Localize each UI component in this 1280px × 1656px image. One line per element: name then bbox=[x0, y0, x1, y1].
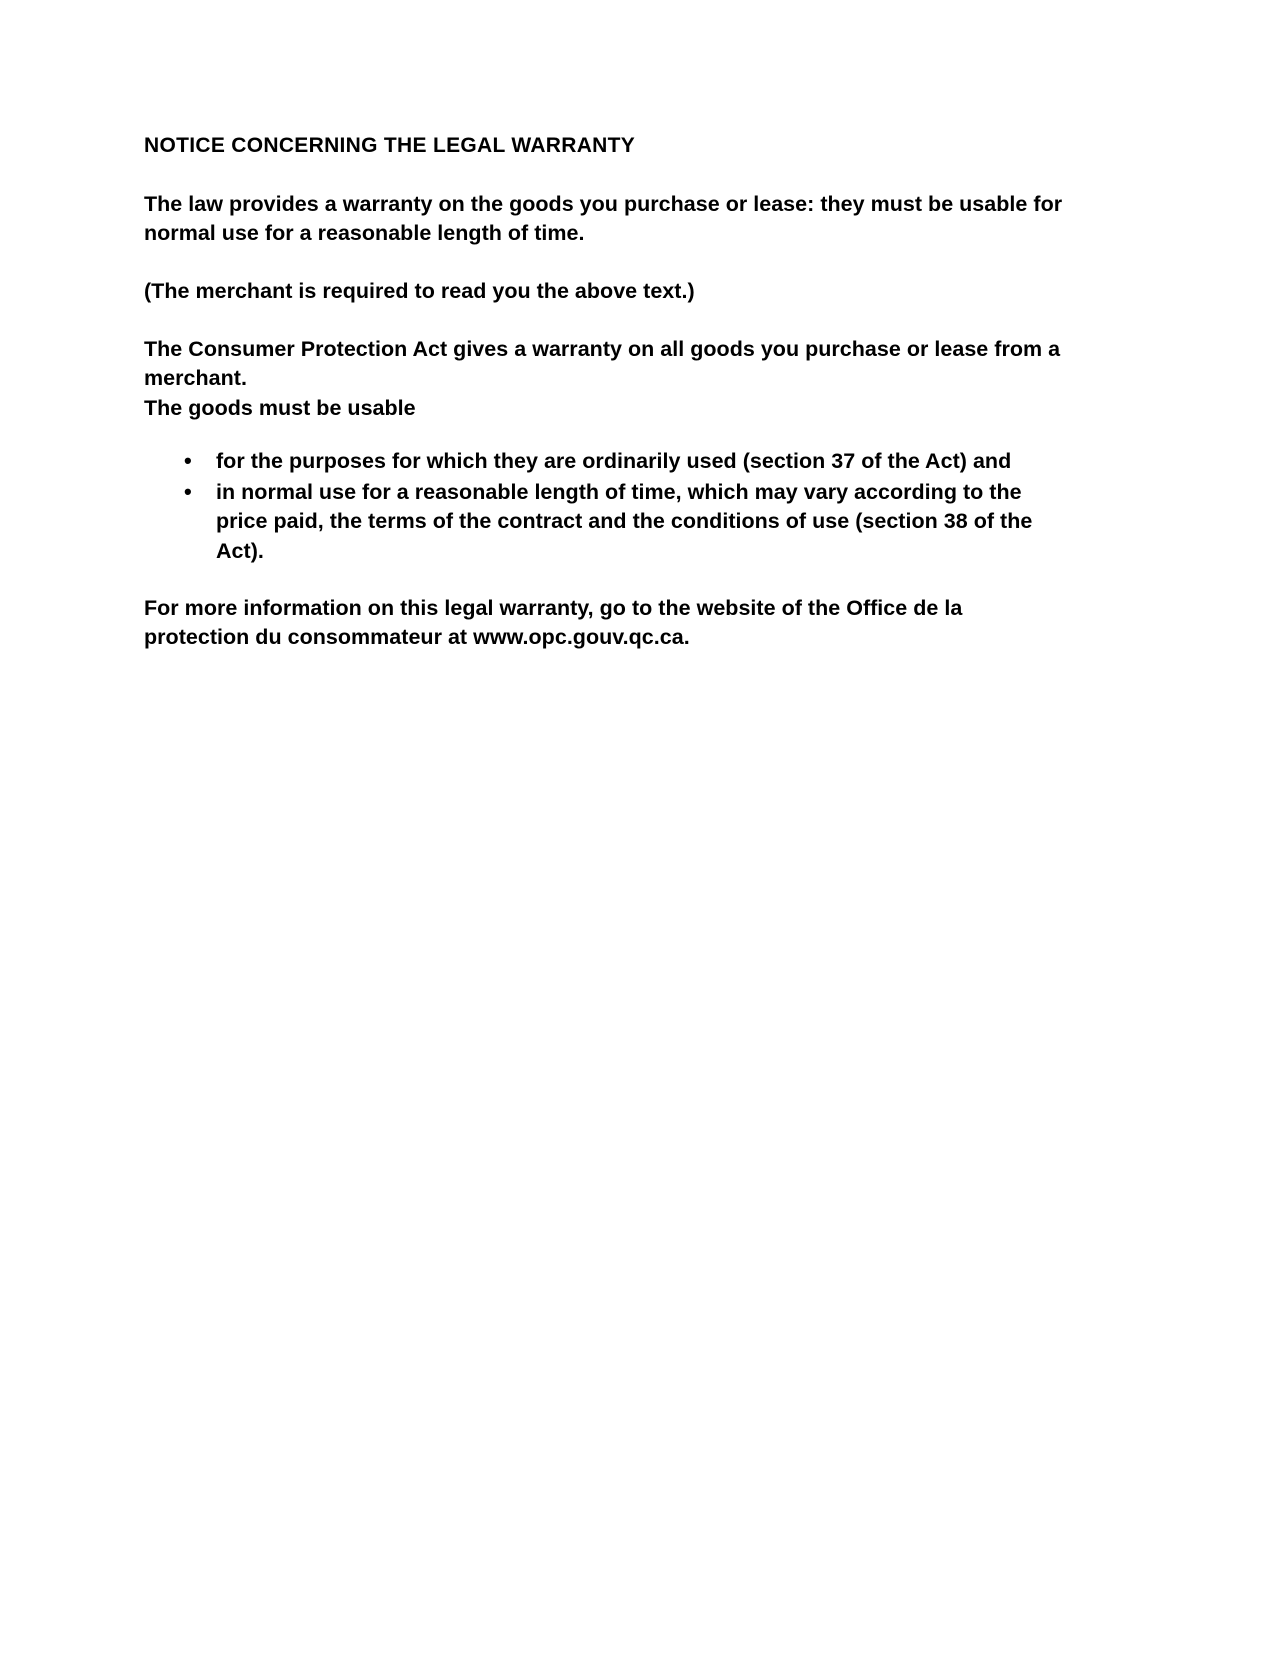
spacer bbox=[144, 306, 1064, 335]
spacer bbox=[144, 248, 1064, 277]
list-item: • in normal use for a reasonable length of time, which may vary according to the price paid, the terms of the contract and the conditions of use (section 38 of the Act). bbox=[184, 478, 1064, 566]
paragraph-merchant-note: (The merchant is required to read you the above text.) bbox=[144, 279, 695, 304]
bullet-list bbox=[144, 447, 1064, 566]
list-item: • for the purposes for which they are ordinarily used (section 37 of the Act) and bbox=[184, 447, 1064, 476]
paragraph-intro: The law provides a warranty on the goods you purchase or lease: they must be usable for normal use for a reasonable length of time. bbox=[144, 191, 1063, 245]
paragraph-goods-usable: The goods must be usable bbox=[144, 395, 416, 420]
spacer bbox=[144, 161, 1064, 190]
paragraph-more-info: For more information on this legal warranty, go to the website of the Office de la protection du consommateur at www.opc.gouv.qc.ca. bbox=[144, 595, 963, 650]
paragraph-act-intro: The Consumer Protection Act gives a warranty on all goods you purchase or lease from a merchant. bbox=[144, 337, 1061, 391]
page-title: NOTICE CONCERNING THE LEGAL WARRANTY bbox=[144, 134, 636, 157]
document-body bbox=[144, 132, 1064, 652]
